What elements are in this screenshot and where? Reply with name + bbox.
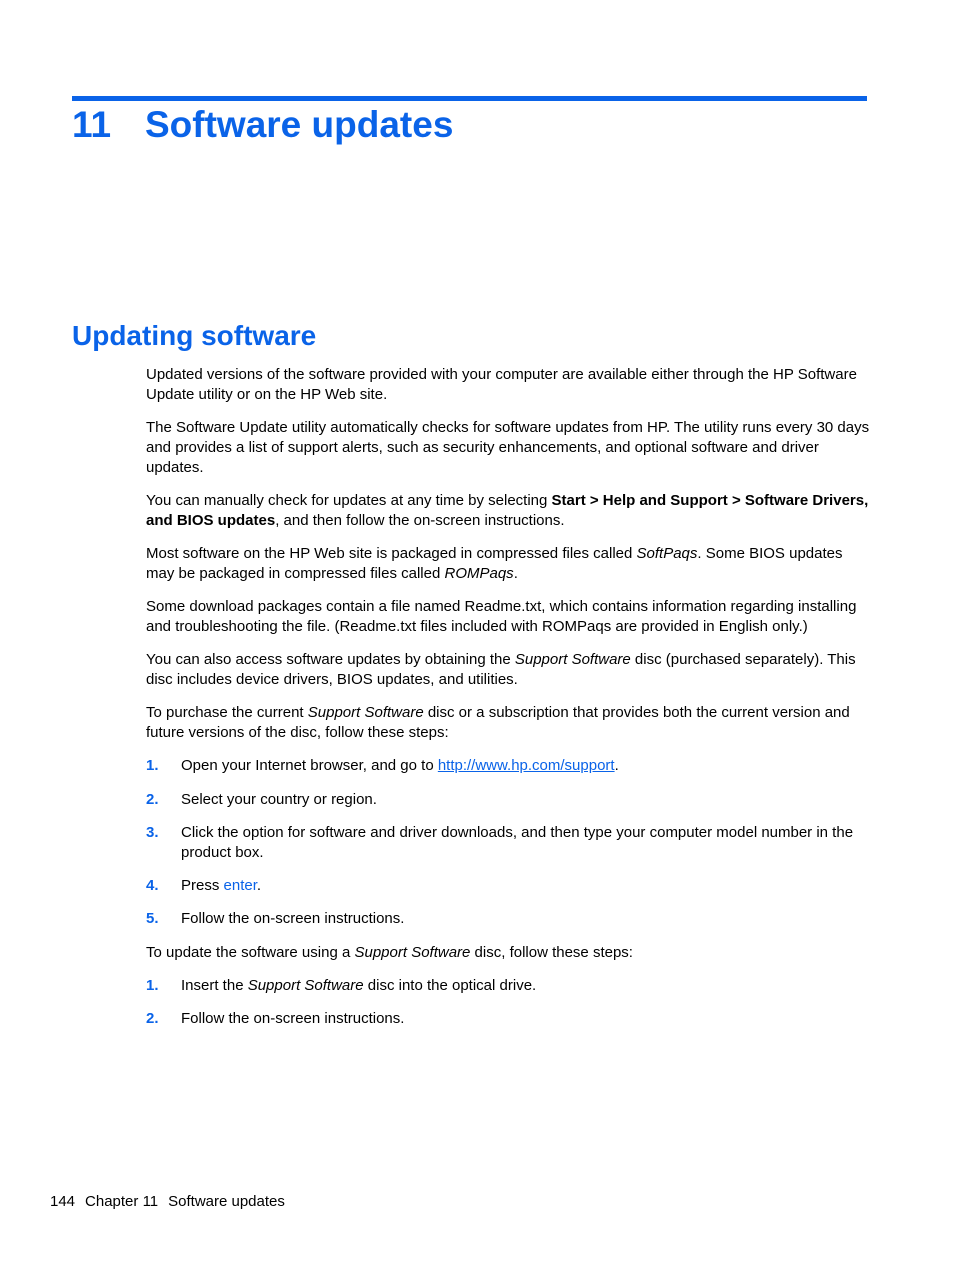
chapter-title-text: Software updates	[145, 104, 454, 145]
paragraph-support-disc: You can also access software updates by obtaining the Support Software disc (purchased separately). This disc includes device drivers, BIOS updates, and utilities.	[146, 651, 856, 689]
page-number: 144	[50, 1193, 76, 1210]
menu-path: Start > Help and Support > Software Drivers, and BIOS updates	[146, 491, 869, 529]
list-item: 5. Follow the on-screen instructions.	[146, 910, 405, 928]
hp-support-link[interactable]: http://www.hp.com/support	[437, 757, 615, 775]
list-item: 4. Press enter.	[146, 877, 262, 895]
footer-chapter-label: Chapter 11	[85, 1193, 159, 1210]
list-item: 3. Click the option for software and driver downloads, and then type your computer model number in the product box.	[146, 824, 854, 861]
chapter-rule	[72, 96, 867, 101]
page-footer	[50, 1192, 295, 1212]
steps-update-list	[146, 976, 870, 1029]
paragraph-utility: The Software Update utility automatically checks for software updates from HP. The utility runs every 30 days and provides a list of support alerts, such as security enhancements, and optional software and driver updates.	[146, 419, 870, 476]
paragraph-purchase: To purchase the current Support Software disc or a subscription that provides both the current version and future versions of the disc, follow these steps:	[146, 704, 850, 742]
footer-chapter-title: Software updates	[168, 1193, 285, 1210]
paragraph-update-disc: To update the software using a Support Software disc, follow these steps:	[146, 943, 633, 961]
enter-key: enter	[223, 877, 257, 895]
section-content	[146, 365, 870, 1043]
paragraph-intro: Updated versions of the software provided with your computer are available either through the HP Software Update utility or on the HP Web site.	[146, 366, 857, 403]
list-item: 2. Follow the on-screen instructions.	[146, 1010, 405, 1028]
list-item: 2. Select your country or region.	[146, 790, 377, 808]
list-item: 1. Open your Internet browser, and go to http://www.hp.com/support.	[146, 757, 619, 775]
chapter-number: 11	[72, 104, 112, 145]
chapter-title	[72, 103, 453, 147]
paragraph-readme: Some download packages contain a file named Readme.txt, which contains information regarding installing and troubleshooting the file. (Readme.txt files included with ROMPaqs are provided in English only.)	[146, 598, 857, 635]
paragraph-manual-check: You can manually check for updates at any time by selecting Start > Help and Support > Software Drivers, and BIOS updates, and then follow the on-screen instructions.	[146, 491, 869, 529]
section-title: Updating software	[72, 320, 317, 351]
list-item: 1. Insert the Support Software disc into the optical drive.	[146, 977, 537, 995]
paragraph-softpaqs: Most software on the HP Web site is packaged in compressed files called SoftPaqs. Some BIOS updates may be packaged in compressed files called ROMPaqs.	[146, 545, 843, 582]
steps-purchase-list	[146, 756, 870, 929]
